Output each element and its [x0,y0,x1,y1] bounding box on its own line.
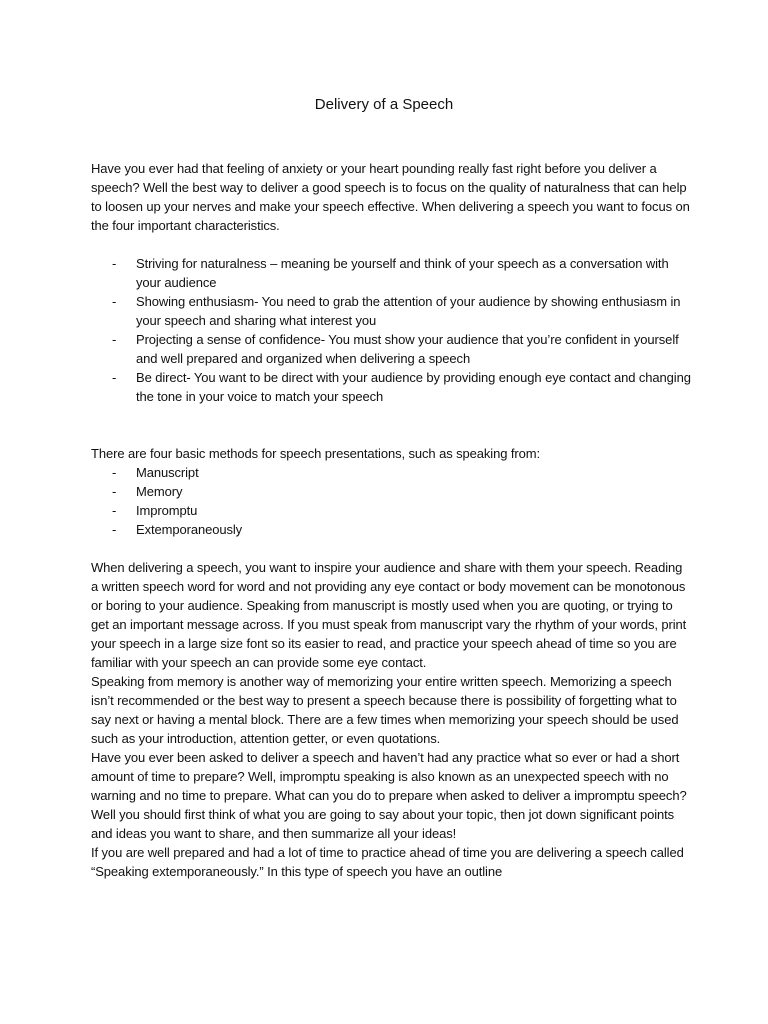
memory-paragraph: Speaking from memory is another way of memorizing your entire written speech. Memorizing a speech isn’t recommended or the best way to present a speech because there is possibility of forgetting what to say next or having a mental block. There are a few times when memorizing your speech should be used such as your introduction, attention getter, or even quotations. [91,674,679,746]
list-item-text: Be direct- You want to be direct with your audience by providing enough eye contact and changing the tone in your voice to match your speech [136,370,691,404]
dash-bullet: - [112,256,117,271]
document-body [91,159,691,881]
list-item [91,463,691,482]
spacer [91,235,691,254]
list-item [91,482,691,501]
characteristics-list [91,254,691,406]
intro-paragraph: Have you ever had that feeling of anxiety or your heart pounding really fast right before you deliver a speech? Well the best way to deliver a good speech is to focus on the quality of naturalness that can help to loosen up your nerves and make your speech effective. When delivering a speech you want to focus on the four important characteristics. [91,161,690,233]
list-item-text: Showing enthusiasm- You need to grab the attention of your audience by showing enthusiasm in your speech and sharing what interest you [136,294,681,328]
list-item [91,368,691,406]
spacer [91,539,691,558]
list-item [91,330,691,368]
list-item [91,254,691,292]
dash-bullet: - [112,484,117,499]
impromptu-paragraph: Have you ever been asked to deliver a speech and haven’t had any practice what so ever or had a short amount of time to prepare? Well, impromptu speaking is also known as an unexpected speech with no warning and no time to prepare. What can you do to prepare when asked to deliver a impromptu speech? Well you should first think of what you are going to say about your topic, then jot down significant points and ideas you want to share, and then summarize all your ideas! [91,750,687,841]
spacer [91,406,691,444]
list-item-text: Memory [136,484,183,499]
methods-intro: There are four basic methods for speech presentations, such as speaking from: [91,446,540,461]
list-item-text: Extemporaneously [136,522,243,537]
list-item-text: Manuscript [136,465,199,480]
list-item [91,501,691,520]
list-item-text: Projecting a sense of confidence- You must show your audience that you’re confident in yourself and well prepared and organized when delivering a speech [136,332,679,366]
list-item-text: Impromptu [136,503,198,518]
dash-bullet: - [112,465,117,480]
dash-bullet: - [112,370,117,385]
document-title: Delivery of a Speech [314,96,454,113]
manuscript-paragraph: When delivering a speech, you want to inspire your audience and share with them your speech. Reading a written speech word for word and not providing any eye contact or body movement can be monotonous or boring to your audience. Speaking from manuscript is mostly used when you are quoting, or trying to get an important message across. If you must speak from manuscript vary the rhythm of your words, print your speech in a large size font so its easier to read, and practice your speech ahead of time so you are familiar with your speech an can provide some eye contact. [91,560,687,670]
dash-bullet: - [112,522,117,537]
list-item [91,520,691,539]
list-item [91,292,691,330]
extemporaneous-paragraph: If you are well prepared and had a lot of time to practice ahead of time you are delivering a speech called “Speaking extemporaneously.” In this type of speech you have an outline [91,845,684,879]
list-item-text: Striving for naturalness – meaning be yourself and think of your speech as a conversation with your audience [136,256,669,290]
dash-bullet: - [112,294,117,309]
dash-bullet: - [112,503,117,518]
dash-bullet: - [112,332,117,347]
methods-list [91,463,691,539]
